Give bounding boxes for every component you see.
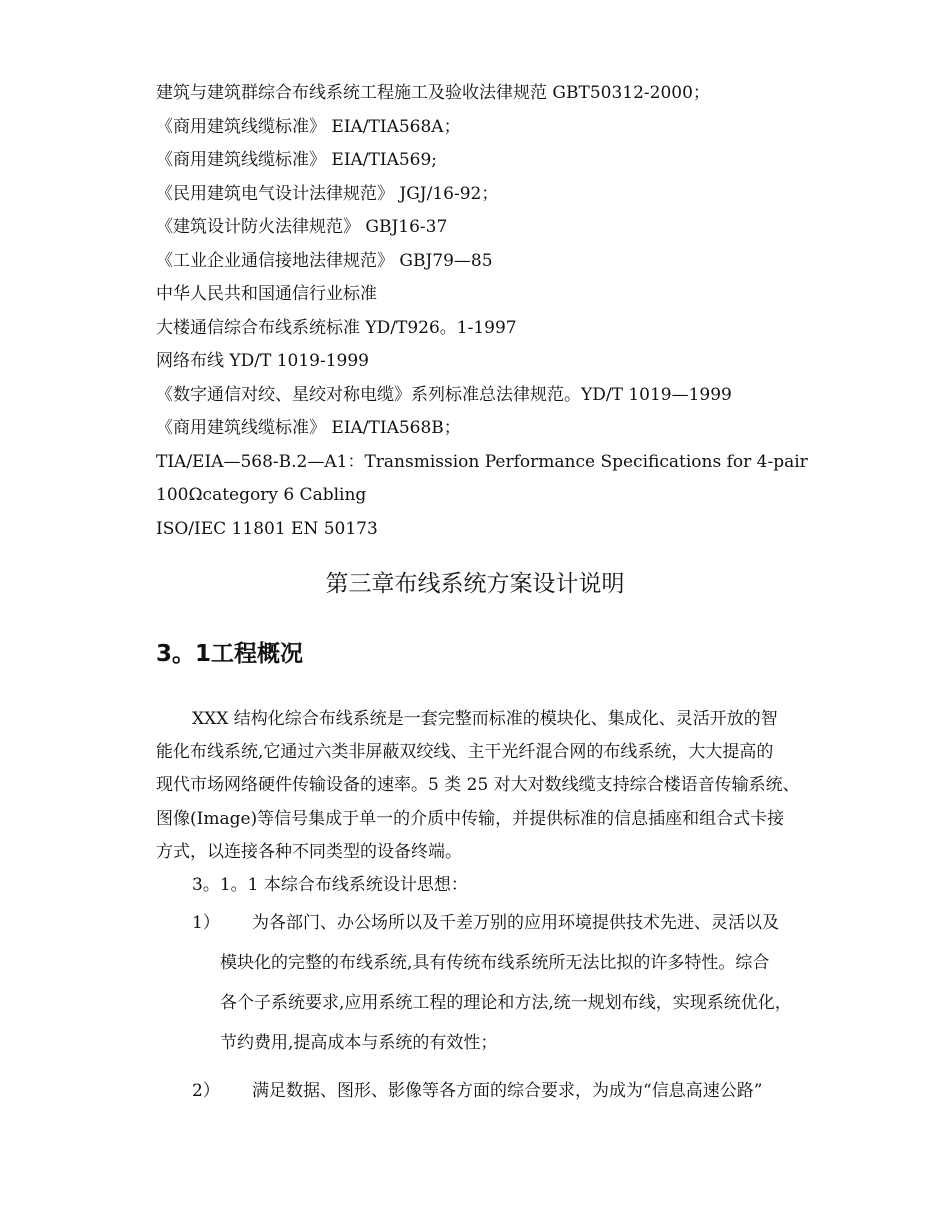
list-item-line: 节约费用,提高成本与系统的有效性；: [220, 1033, 498, 1053]
reference-item: 《工业企业通信接地法律规范》 GBJ79—85: [156, 250, 493, 271]
section-heading: 3。1工程概况: [156, 641, 304, 667]
list-item-number: 1）: [192, 913, 220, 933]
chapter-title: 第三章布线系统方案设计说明: [325, 571, 625, 597]
reference-item: 中华人民共和国通信行业标准: [156, 284, 377, 304]
paragraph-line: 方式，以连接各种不同类型的设备终端。: [156, 841, 462, 862]
reference-item: 大楼通信综合布线系统标准 YD/T926。1-1997: [156, 317, 517, 338]
reference-item: 《商用建筑线缆标准》 EIA/TIA568A；: [156, 116, 461, 137]
subsection-heading: 3。1。1 本综合布线系统设计思想：: [192, 875, 468, 895]
paragraph-line: XXX 结构化综合布线系统是一套完整而标准的模块化、集成化、灵活开放的智: [192, 709, 778, 729]
reference-item: 100Ωcategory 6 Cabling: [156, 485, 367, 505]
list-item-text: [220, 1071, 852, 1111]
reference-item: 《民用建筑电气设计法律规范》 JGJ/16-92；: [156, 183, 499, 204]
reference-item: 《商用建筑线缆标准》 EIA/TIA568B；: [156, 418, 461, 438]
intro-paragraph: [156, 703, 840, 869]
reference-list: [156, 77, 836, 546]
list-item-line: 为各部门、办公场所以及千差万别的应用环境提供技术先进、灵活以及: [252, 913, 779, 933]
list-item-line: 各个子系统要求,应用系统工程的理论和方法,统一规划布线，实现系统优化，: [220, 993, 792, 1013]
paragraph-line: 现代市场网络硬件传输设备的速率。5 类 25 对大对数线缆支持综合楼语音传输系统、: [156, 775, 800, 796]
list-item-text: [220, 903, 852, 1063]
paragraph-line: 图像(Image)等信号集成于单一的介质中传输，并提供标准的信息插座和组合式卡接: [156, 808, 785, 829]
reference-item: 建筑与建筑群综合布线系统工程施工及验收法律规范 GBT50312-2000；: [156, 83, 710, 103]
reference-item: 网络布线 YD/T 1019-1999: [156, 351, 369, 371]
reference-item: 《商用建筑线缆标准》 EIA/TIA569;: [156, 150, 438, 170]
list-item-number: 2）: [192, 1081, 220, 1101]
reference-item: ISO/IEC 11801 EN 50173: [156, 518, 378, 539]
reference-item: 《数字通信对绞、星绞对称电缆》系列标准总法律规范。YD/T 1019—1999: [156, 384, 732, 405]
paragraph-line: 能化布线系统,它通过六类非屏蔽双绞线、主干光纤混合网的布线系统，大大提高的: [156, 742, 774, 763]
list-item-line: 模块化的完整的布线系统,具有传统布线系统所无法比拟的许多特性。综合: [220, 953, 770, 973]
list-item-line: 满足数据、图形、影像等各方面的综合要求，为成为“信息高速公路”: [252, 1081, 763, 1101]
reference-item: 《建筑设计防火法律规范》 GBJ16-37: [156, 217, 448, 237]
reference-item: TIA/EIA—568-B.2—A1：Transmission Performance Specifications for 4-pair: [156, 451, 808, 472]
